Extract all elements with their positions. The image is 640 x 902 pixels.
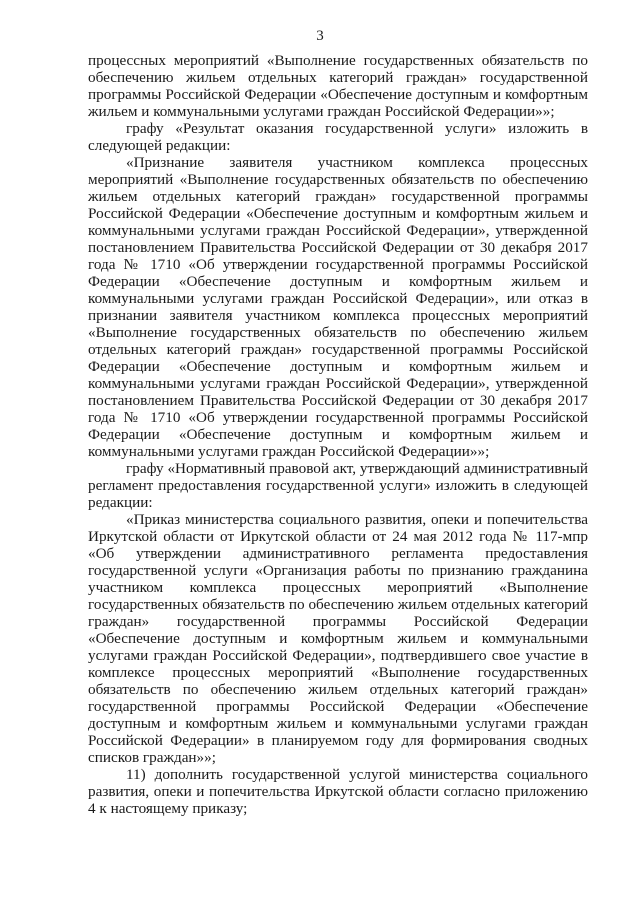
paragraph-result-column: графу «Результат оказания государственной услуги» изложить в следующей редакции: xyxy=(88,120,588,154)
document-body xyxy=(88,52,588,817)
paragraph-result-text: «Признание заявителя участником комплекса процессных мероприятий «Выполнение государственных обязательств по обеспечению жильем отдельных категорий граждан» государственной программы Российской Федерации «Обеспечение доступным и комфортным жильем и коммунальными услугами граждан Российской Федерации», утвержденной постановлением Правительства Российской Федерации от 30 декабря 2017 года № 1710 «Об утверждении государственной программы Российской Федерации «Обеспечение доступным и комфортным жильем и коммунальными услугами граждан Российской Федерации», или отказ в признании заявителя участником комплекса процессных мероприятий «Выполнение государственных обязательств по обеспечению жильем отдельных категорий граждан» государственной программы Российской Федерации «Обеспечение доступным и комфортным жильем и коммунальными услугами граждан Российской Федерации», утвержденной постановлением Правительства Российской Федерации от 30 декабря 2017 года № 1710 «Об утверждении государственной программы Российской Федерации «Обеспечение доступным и комфортным жильем и коммунальными услугами граждан Российской Федерации»»; xyxy=(88,154,588,460)
paragraph-legal-act-text: «Приказ министерства социального развития, опеки и попечительства Иркутской области от Иркутской области от 24 мая 2012 года № 117-мпр «Об утверждении административного регламента предоставления государственной услуги «Организация работы по признанию гражданина участником комплекса процессных мероприятий «Выполнение государственных обязательств по обеспечению жильем отдельных категорий граждан» государственной программы Российской Федерации «Обеспечение доступным и комфортным жильем и коммунальными услугами граждан Российской Федерации», подтвердившего свое участие в комплексе процессных мероприятий «Выполнение государственных обязательств по обеспечению жильем отдельных категорий граждан» государственной программы Российской Федерации «Обеспечение доступным и комфортным жильем и коммунальными услугами граждан Российской Федерации» в планируемом году для формирования сводных списков граждан»»; xyxy=(88,511,588,766)
paragraph-legal-act-column: графу «Нормативный правовой акт, утверждающий административный регламент предоставления государственной услуги» изложить в следующей редакции: xyxy=(88,460,588,511)
paragraph-item-11: 11) дополнить государственной услугой министерства социального развития, опеки и попечительства Иркутской области согласно приложению 4 к настоящему приказу; xyxy=(88,766,588,817)
page-number: 3 xyxy=(316,28,324,44)
paragraph-continuation: процессных мероприятий «Выполнение государственных обязательств по обеспечению жильем отдельных категорий граждан» государственной программы Российской Федерации «Обеспечение доступным и комфортным жильем и коммунальными услугами граждан Российской Федерации»»; xyxy=(88,52,588,120)
